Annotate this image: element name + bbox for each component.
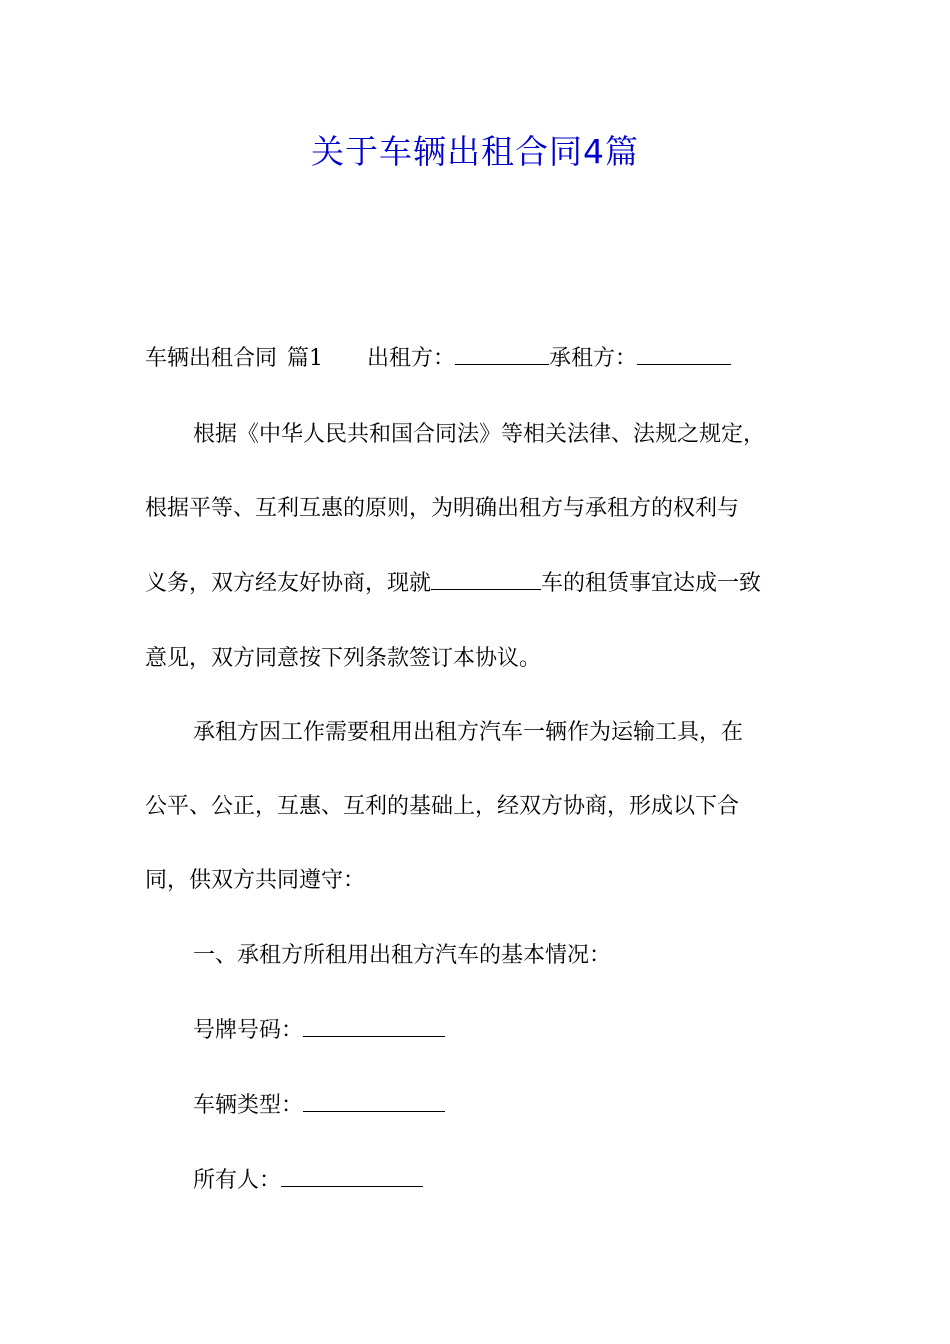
vehicle-blank (431, 571, 541, 590)
section1-heading: 一、承租方所租用出租方汽车的基本情况： (193, 943, 612, 968)
owner-label: 所有人： (193, 1168, 282, 1193)
owner-blank (281, 1168, 423, 1187)
contract-part-number: 篇1 (287, 346, 324, 371)
document-title: 关于车辆出租合同4篇 (311, 132, 639, 171)
paragraph2-line3: 同，供双方共同遵守： (145, 868, 366, 893)
paragraph1-line3-before: 义务，双方经友好协商，现就 (145, 571, 432, 596)
vehicle-type-blank (303, 1093, 445, 1112)
lessor-blank (455, 346, 549, 365)
paragraph1-line2: 根据平等、互利互惠的原则，为明确出租方与承租方的权利与 (145, 496, 740, 521)
paragraph1-line3 (145, 569, 761, 599)
lessee-blank (637, 346, 731, 365)
lessee-label: 承租方： (549, 346, 638, 371)
plate-number-blank (303, 1018, 445, 1037)
owner-field (193, 1166, 423, 1196)
paragraph2-line2: 公平、公正，互惠、互利的基础上，经双方协商，形成以下合 (145, 794, 740, 819)
lessor-label: 出租方： (367, 346, 456, 371)
contract-header-line (145, 344, 731, 374)
plate-number-label: 号牌号码： (193, 1018, 304, 1043)
vehicle-type-label: 车辆类型： (193, 1093, 304, 1118)
contract-name: 车辆出租合同 (145, 346, 278, 371)
vehicle-type-field (193, 1091, 445, 1121)
paragraph1-line1: 根据《中华人民共和国合同法》等相关法律、法规之规定， (193, 422, 766, 447)
plate-number-field (193, 1016, 445, 1046)
paragraph1-line4: 意见，双方同意按下列条款签订本协议。 (145, 646, 542, 671)
paragraph2-line1: 承租方因工作需要租用出租方汽车一辆作为运输工具，在 (193, 720, 744, 745)
paragraph1-line3-after: 车的租赁事宜达成一致 (541, 571, 762, 596)
